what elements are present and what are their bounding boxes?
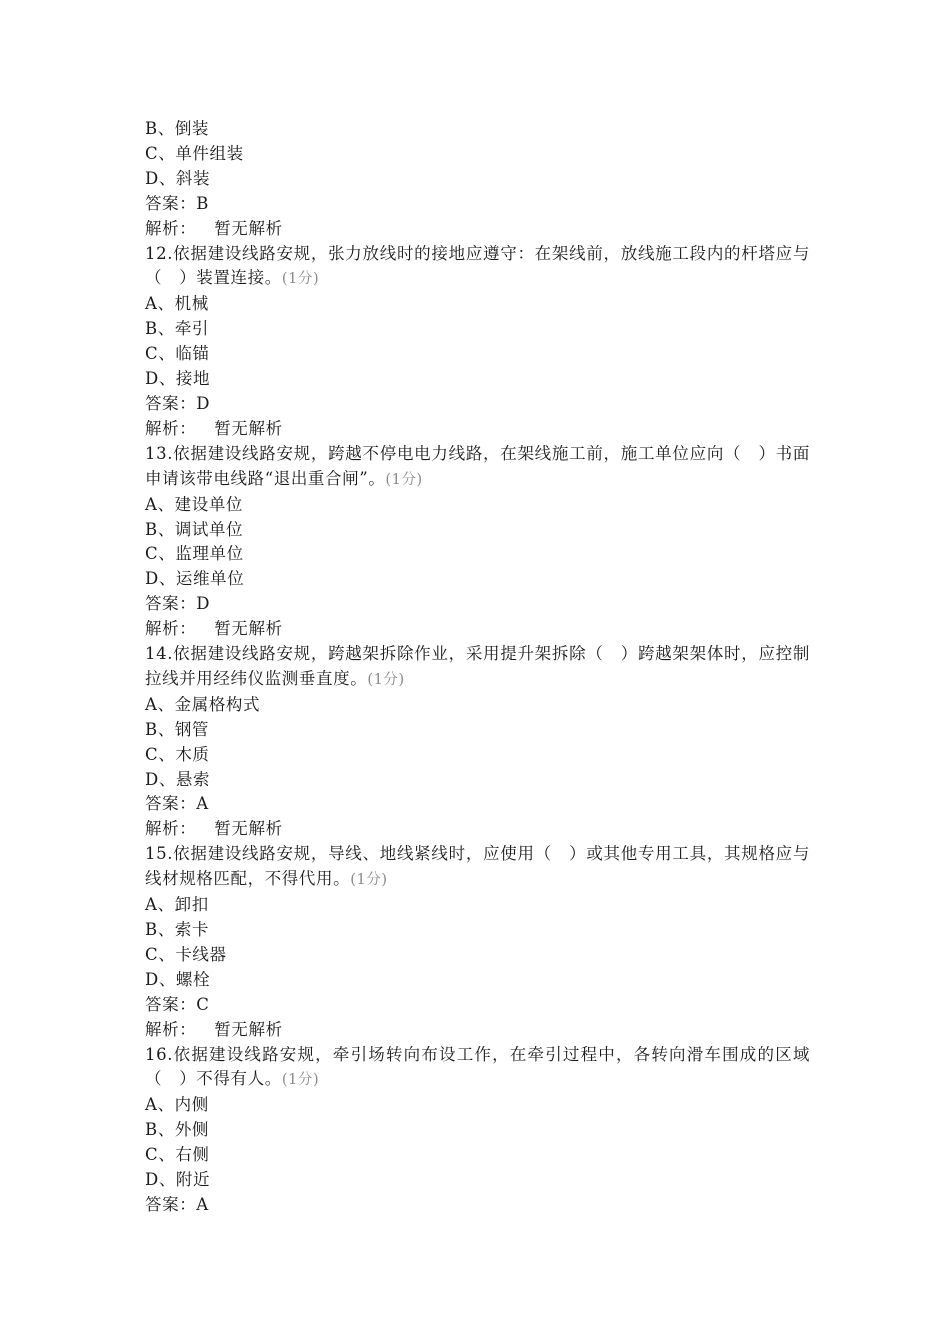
question-block-14 bbox=[145, 642, 810, 842]
question-number: 16. bbox=[145, 1044, 174, 1064]
option-c: C、卡线器 bbox=[145, 944, 227, 964]
analysis-text: 暂无解析 bbox=[214, 418, 283, 438]
answer-line: 答案：D bbox=[145, 393, 211, 413]
analysis-line bbox=[145, 1018, 810, 1043]
analysis-label: 解析： bbox=[145, 218, 197, 238]
question-body: 依据建设线路安规，跨越架拆除作业，采用提升架拆除（ ）跨越架架体时，应控制拉线并用经纬仪监测垂直度。 bbox=[145, 644, 810, 688]
analysis-text: 暂无解析 bbox=[214, 619, 283, 639]
question-body: 依据建设线路安规，跨越不停电电力线路，在架线施工前，施工单位应向（ ）书面申请该带电线路“退出重合闸”。 bbox=[145, 443, 810, 488]
analysis-line bbox=[145, 217, 810, 242]
option-d: D、斜装 bbox=[145, 168, 211, 188]
option-b: B、倒装 bbox=[145, 119, 210, 138]
document-page bbox=[145, 117, 810, 1218]
option-b: B、调试单位 bbox=[145, 519, 244, 539]
option-c: C、临锚 bbox=[145, 344, 210, 364]
option-b: B、钢管 bbox=[145, 719, 210, 739]
option-a: A、内侧 bbox=[145, 1095, 209, 1115]
option-b: B、牵引 bbox=[145, 319, 210, 339]
question-body: 依据建设线路安规，牵引场转向布设工作，在牵引过程中，各转向滑车围成的区域（ ）不得有人。 bbox=[145, 1044, 810, 1089]
option-d: D、运维单位 bbox=[145, 569, 245, 589]
analysis-text: 暂无解析 bbox=[214, 1019, 283, 1039]
option-d: D、附近 bbox=[145, 1170, 211, 1190]
question-text bbox=[145, 242, 810, 293]
question-number: 14. bbox=[145, 644, 174, 664]
question-score: (1分) bbox=[281, 1072, 320, 1089]
question-text bbox=[145, 642, 810, 693]
analysis-line bbox=[145, 417, 810, 442]
question-text bbox=[145, 442, 810, 493]
answer-line: 答案：B bbox=[145, 193, 210, 213]
option-b: B、外侧 bbox=[145, 1120, 210, 1140]
question-number: 12. bbox=[145, 243, 174, 263]
option-a: A、机械 bbox=[145, 294, 209, 314]
question-block-11 bbox=[145, 117, 810, 242]
analysis-text: 暂无解析 bbox=[214, 218, 283, 238]
option-d: D、接地 bbox=[145, 369, 211, 389]
question-score: (1分) bbox=[281, 271, 320, 288]
question-number: 13. bbox=[145, 443, 174, 463]
analysis-label: 解析： bbox=[145, 819, 197, 839]
option-c: C、单件组装 bbox=[145, 143, 244, 163]
question-text bbox=[145, 1043, 810, 1094]
option-c: C、监理单位 bbox=[145, 544, 244, 564]
question-block-16 bbox=[145, 1043, 810, 1218]
analysis-line bbox=[145, 817, 810, 842]
analysis-text: 暂无解析 bbox=[214, 819, 283, 839]
answer-line: 答案：C bbox=[145, 994, 210, 1014]
question-block-15 bbox=[145, 842, 810, 1042]
analysis-line bbox=[145, 617, 810, 642]
analysis-label: 解析： bbox=[145, 418, 197, 438]
question-score: (1分) bbox=[367, 671, 405, 688]
question-score: (1分) bbox=[350, 872, 388, 889]
option-a: A、建设单位 bbox=[145, 494, 244, 514]
analysis-label: 解析： bbox=[145, 619, 197, 639]
analysis-label: 解析： bbox=[145, 1019, 197, 1039]
option-d: D、螺栓 bbox=[145, 969, 211, 989]
question-block-12 bbox=[145, 242, 810, 442]
question-text bbox=[145, 842, 810, 893]
question-number: 15. bbox=[145, 844, 174, 864]
answer-line: 答案：A bbox=[145, 1194, 209, 1214]
answer-line: 答案：A bbox=[145, 794, 209, 814]
option-b: B、索卡 bbox=[145, 920, 210, 939]
question-block-13 bbox=[145, 442, 810, 642]
option-d: D、悬索 bbox=[145, 769, 211, 789]
question-body: 依据建设线路安规，导线、地线紧线时，应使用（ ）或其他专用工具，其规格应与线材规格匹配，不得代用。 bbox=[145, 844, 810, 889]
question-score: (1分) bbox=[385, 471, 423, 488]
option-a: A、金属格构式 bbox=[145, 694, 261, 714]
option-c: C、右侧 bbox=[145, 1145, 210, 1165]
question-body: 依据建设线路安规，张力放线时的接地应遵守：在架线前，放线施工段内的杆塔应与（ ）装置连接。 bbox=[145, 243, 810, 288]
answer-line: 答案：D bbox=[145, 594, 211, 614]
option-a: A、卸扣 bbox=[145, 895, 209, 915]
option-c: C、木质 bbox=[145, 744, 210, 764]
